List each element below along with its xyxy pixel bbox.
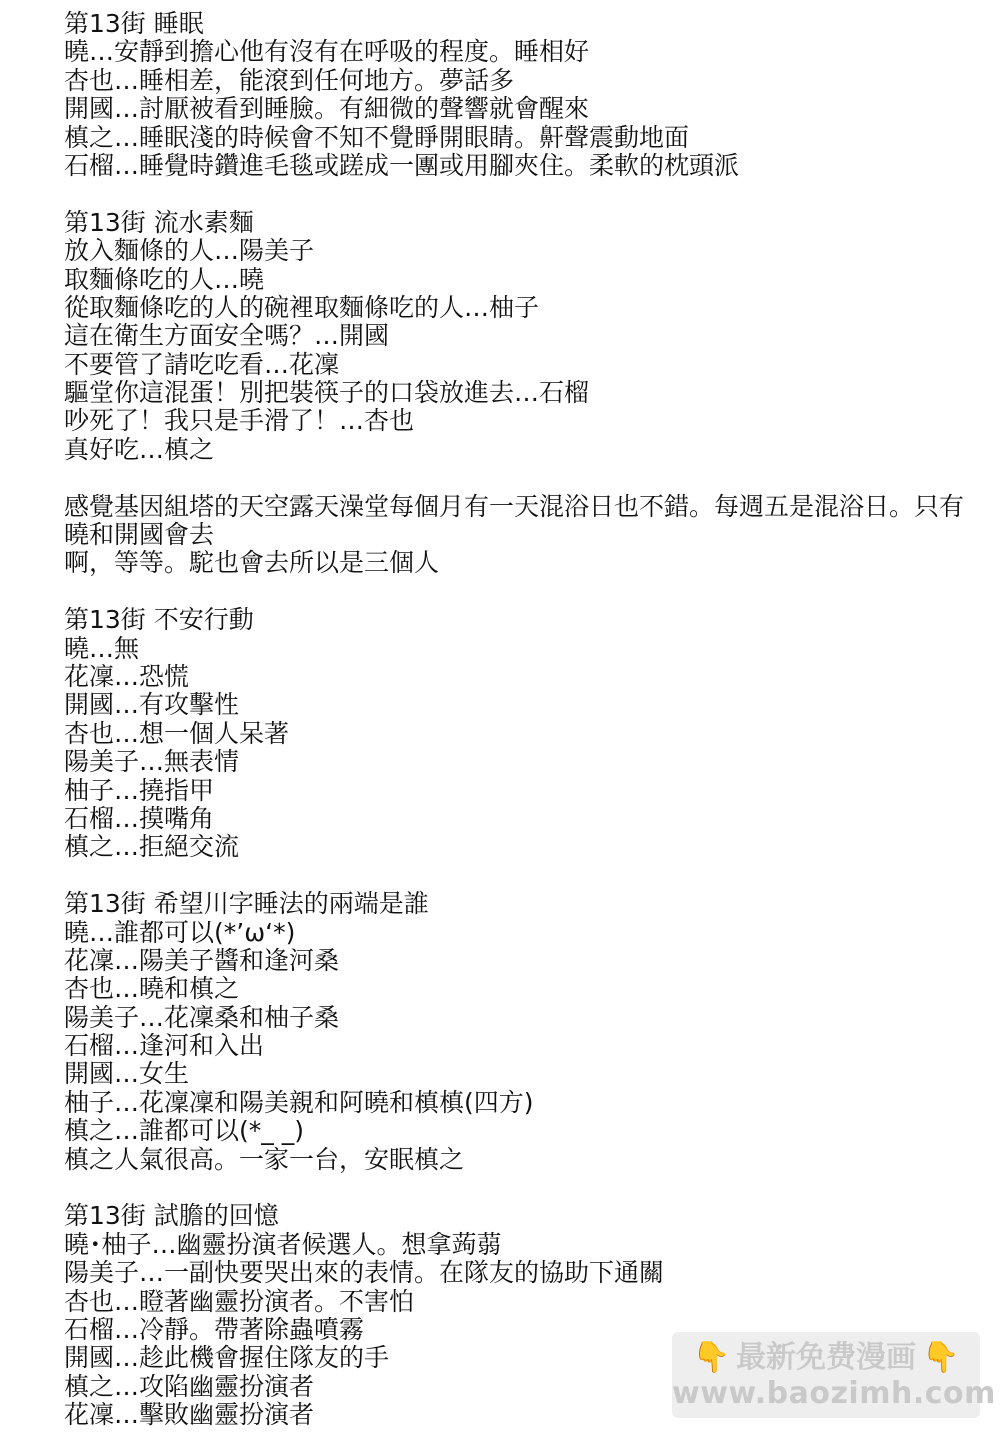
section-mixed-bath — [64, 493, 984, 578]
text-line: 槙之…誰都可以(*_ _) — [64, 1116, 304, 1146]
section-heading: 第13街 希望川字睡法的兩端是誰 — [64, 889, 429, 919]
text-line: 石榴…睡覺時鑽進毛毯或蹉成一團或用腳夾住。柔軟的枕頭派 — [64, 150, 740, 180]
pointing-down-hand-icon: 👇 — [692, 1340, 730, 1375]
text-line: 陽美子…花凜桑和柚子桑 — [64, 1002, 340, 1032]
text-line: 從取麵條吃的人的碗裡取麵條吃的人…柚子 — [64, 292, 540, 322]
paragraph-gap — [64, 862, 984, 890]
text-line: 柚子…花凜凜和陽美親和阿曉和槙槙(四方) — [64, 1087, 534, 1117]
text-line: 槙之…拒絕交流 — [64, 832, 240, 862]
text-line: 柚子…撓指甲 — [64, 775, 215, 805]
text-line: 曉…無 — [64, 633, 140, 663]
text-line: 開國…趁此機會握住隊友的手 — [64, 1343, 390, 1373]
text-line: 石榴…摸嘴角 — [64, 803, 215, 833]
text-line: 石榴…逢河和入出 — [64, 1031, 265, 1061]
text-paragraph: 感覺基因組塔的天空露天澡堂每個月有一天混浴日也不錯。每週五是混浴日。只有曉和開國會去 — [64, 491, 965, 550]
text-line: 曉…誰都可以(*’ω‘*) — [64, 917, 296, 947]
text-line: 取麵條吃的人…曉 — [64, 264, 265, 294]
text-line: 開國…有攻擊性 — [64, 690, 240, 720]
section-heading: 第13街 睡眠 — [64, 9, 204, 38]
watermark-title: 最新免费漫画 — [736, 1340, 916, 1375]
pointing-down-hand-icon: 👇 — [922, 1340, 960, 1375]
watermark — [672, 1332, 996, 1418]
text-line: 花凜…擊敗幽靈扮演者 — [64, 1400, 315, 1430]
section-nagashi-somen — [64, 209, 984, 465]
text-line: 啊，等等。駝也會去所以是三個人 — [64, 548, 440, 578]
text-line: 石榴…冷靜。帶著除蟲噴霧 — [64, 1315, 365, 1344]
text-line: 槙之…攻陷幽靈扮演者 — [64, 1371, 315, 1401]
text-line: 這在衛生方面安全嗎？…開國 — [64, 321, 390, 351]
text-line: 杏也…睡相差，能滾到任何地方。夢話多 — [64, 65, 515, 95]
text-line: 槙之人氣很高。一家一台，安眠槙之 — [64, 1144, 465, 1174]
text-line: 開國…討厭被看到睡臉。有細微的聲響就會醒來 — [64, 94, 590, 124]
text-line: 真好吃…槙之 — [64, 434, 215, 464]
text-line: 曉…安靜到擔心他有沒有在呼吸的程度。睡相好 — [64, 37, 590, 67]
text-line: 杏也…曉和槙之 — [64, 974, 240, 1004]
section-anxiety-behavior — [64, 606, 984, 862]
paragraph-gap — [64, 464, 984, 492]
text-line: 吵死了！我只是手滑了！…杏也 — [64, 406, 415, 436]
section-heading: 第13街 不安行動 — [64, 605, 254, 635]
text-line: 曉･柚子…幽靈扮演者候選人。想拿蒟蒻 — [64, 1229, 502, 1259]
text-line: 花凜…恐慌 — [64, 662, 190, 692]
text-line: 陽美子…無表情 — [64, 747, 240, 777]
text-line: 放入麵條的人…陽美子 — [64, 236, 315, 266]
section-sleeping-arrangement — [64, 890, 984, 1174]
paragraph-gap — [64, 180, 984, 208]
text-line: 杏也…瞪著幽靈扮演者。不害怕 — [64, 1286, 415, 1316]
paragraph-gap — [64, 1174, 984, 1202]
text-line: 杏也…想一個人呆著 — [64, 718, 290, 748]
section-heading: 第13街 流水素麵 — [64, 207, 254, 237]
text-line: 花凜…陽美子醬和逢河桑 — [64, 945, 340, 975]
section-sleep — [64, 10, 984, 180]
text-line: 陽美子…一副快要哭出來的表情。在隊友的協助下通關 — [64, 1258, 665, 1288]
watermark-url: www.baozimh.com — [672, 1376, 996, 1411]
text-line: 驅堂你這混蛋！別把裝筷子的口袋放進去…石榴 — [64, 378, 590, 408]
paragraph-gap — [64, 578, 984, 606]
document-body — [64, 9, 996, 1430]
text-line: 開國…女生 — [64, 1059, 190, 1089]
section-heading: 第13街 試膽的回憶 — [64, 1201, 279, 1231]
text-line: 不要管了請吃吃看…花凜 — [64, 349, 340, 379]
text-line: 槙之…睡眠淺的時候會不知不覺睜開眼睛。鼾聲震動地面 — [64, 122, 690, 152]
